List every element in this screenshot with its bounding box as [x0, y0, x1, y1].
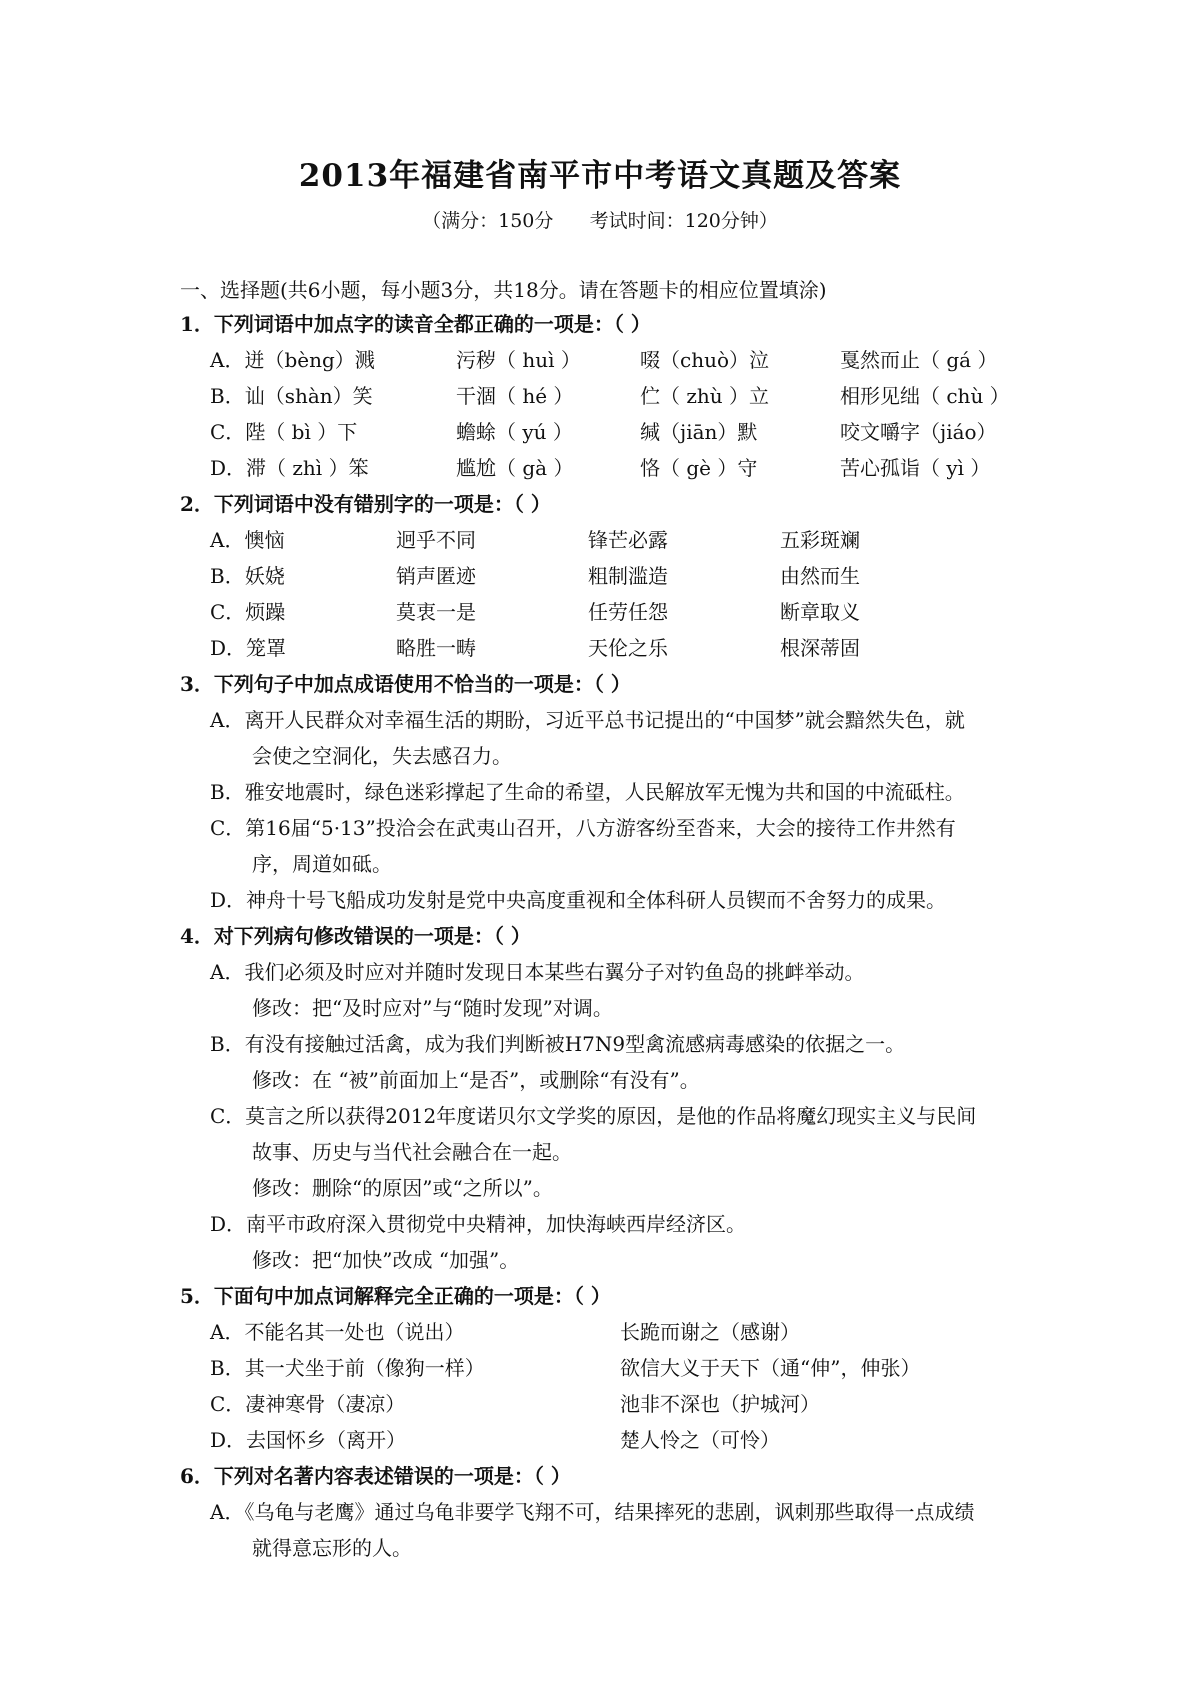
- q4-line: D．南平市政府深入贯彻党中央精神，加快海峡西岸经济区。: [210, 1212, 747, 1236]
- q5-option: 楚人怜之（可怜）: [620, 1428, 780, 1452]
- q1-option: D．滞（ zhì ）笨: [210, 456, 369, 480]
- question-2-stem: 2．下列词语中没有错别字的一项是：（ ）: [180, 492, 551, 516]
- section-heading: 一、选择题(共6小题，每小题3分，共18分。请在答题卡的相应位置填涂): [180, 278, 827, 302]
- question-5-stem: 5．下面句中加点词解释完全正确的一项是：（ ）: [180, 1284, 611, 1308]
- q4-line: 修改：把“及时应对”与“随时发现”对调。: [252, 996, 613, 1020]
- q1-option: 干涸（ hé ）: [456, 384, 574, 408]
- q1-option: C．陛（ bì ）下: [210, 420, 358, 444]
- q1-option: 缄（jiān）默: [640, 420, 758, 444]
- q1-option: A．迸（bèng）溅: [210, 348, 375, 372]
- q3-line: 序，周道如砥。: [252, 852, 392, 876]
- q5-option: C．凄神寒骨（凄凉）: [210, 1392, 406, 1416]
- question-4-stem: 4．对下列病句修改错误的一项是：（ ）: [180, 924, 531, 948]
- q2-option: 迥乎不同: [396, 528, 476, 552]
- question-3-stem: 3．下列句子中加点成语使用不恰当的一项是：（ ）: [180, 672, 631, 696]
- q2-option: 根深蒂固: [780, 636, 860, 660]
- q5-option: 欲信大义于天下（通“伸”，伸张）: [620, 1356, 921, 1380]
- q4-line: B．有没有接触过活禽，成为我们判断被H7N9型禽流感病毒感染的依据之一。: [210, 1032, 906, 1056]
- q2-option: 任劳任怨: [588, 600, 668, 624]
- q2-option: 莫衷一是: [396, 600, 476, 624]
- question-6-stem: 6．下列对名著内容表述错误的一项是：（ ）: [180, 1464, 571, 1488]
- q5-option: D．去国怀乡（离开）: [210, 1428, 407, 1452]
- q2-option: C．烦躁: [210, 600, 286, 624]
- q1-option: 咬文嚼字（jiáo）: [840, 420, 997, 444]
- q4-line: 故事、历史与当代社会融合在一起。: [252, 1140, 572, 1164]
- q2-option: 五彩斑斓: [780, 528, 860, 552]
- question-1-stem: 1．下列词语中加点字的读音全都正确的一项是：（ ）: [180, 312, 651, 336]
- q6-line: 就得意忘形的人。: [252, 1536, 412, 1560]
- q5-option: B．其一犬坐于前（像狗一样）: [210, 1356, 485, 1380]
- q5-option: 池非不深也（护城河）: [620, 1392, 820, 1416]
- q2-option: 天伦之乐: [588, 636, 668, 660]
- q3-line: 会使之空洞化，失去感召力。: [252, 744, 512, 768]
- q4-line: C．莫言之所以获得2012年度诺贝尔文学奖的原因，是他的作品将魔幻现实主义与民间: [210, 1104, 977, 1128]
- q1-option: 尴尬（ gà ）: [456, 456, 574, 480]
- q3-line: A．离开人民群众对幸福生活的期盼，习近平总书记提出的“中国梦”就会黯然失色，就: [210, 708, 965, 732]
- q4-line: 修改：在 “被”前面加上“是否”，或删除“有没有”。: [252, 1068, 700, 1092]
- q6-line: A．《乌龟与老鹰》通过乌龟非要学飞翔不可，结果摔死的悲剧，讽刺那些取得一点成绩: [210, 1500, 975, 1524]
- q5-option: 长跪而谢之（感谢）: [620, 1320, 800, 1344]
- q1-option: 伫（ zhù ）立: [640, 384, 770, 408]
- q2-option: 略胜一畴: [396, 636, 476, 660]
- q2-option: 销声匿迹: [396, 564, 476, 588]
- q1-option: 苦心孤诣（ yì ）: [840, 456, 991, 480]
- q2-option: A．懊恼: [210, 528, 285, 552]
- q3-line: C．第16届“5·13”投洽会在武夷山召开，八方游客纷至沓来，大会的接待工作井然有: [210, 816, 956, 840]
- q1-option: 恪（ gè ）守: [640, 456, 758, 480]
- q2-option: 由然而生: [780, 564, 860, 588]
- q2-option: 粗制滥造: [588, 564, 668, 588]
- q4-line: 修改：把“加快”改成 “加强”。: [252, 1248, 520, 1272]
- q1-option: 相形见绌（ chù ）: [840, 384, 1010, 408]
- q1-option: 蟾蜍（ yú ）: [456, 420, 573, 444]
- page-subtitle: （满分：150分 考试时间：120分钟）: [422, 210, 778, 232]
- q1-option: 污秽（ huì ）: [456, 348, 581, 372]
- q3-line: B．雅安地震时，绿色迷彩撑起了生命的希望，人民解放军无愧为共和国的中流砥柱。: [210, 780, 965, 804]
- page-title: 2013年福建省南平市中考语文真题及答案: [298, 158, 902, 194]
- q2-option: 断章取义: [780, 600, 860, 624]
- q3-line: D．神舟十号飞船成功发射是党中央高度重视和全体科研人员锲而不舍努力的成果。: [210, 888, 947, 912]
- q5-option: A．不能名其一处也（说出）: [210, 1320, 465, 1344]
- q1-option: 戛然而止（ gá ）: [840, 348, 998, 372]
- q2-option: 锋芒必露: [588, 528, 668, 552]
- q1-option: B．讪（shàn）笑: [210, 384, 373, 408]
- q4-line: A．我们必须及时应对并随时发现日本某些右翼分子对钓鱼岛的挑衅举动。: [210, 960, 865, 984]
- q4-line: 修改：删除“的原因”或“之所以”。: [252, 1176, 553, 1200]
- q2-option: B．妖娆: [210, 564, 285, 588]
- q2-option: D．笼罩: [210, 636, 287, 660]
- q1-option: 啜（chuò）泣: [640, 348, 770, 372]
